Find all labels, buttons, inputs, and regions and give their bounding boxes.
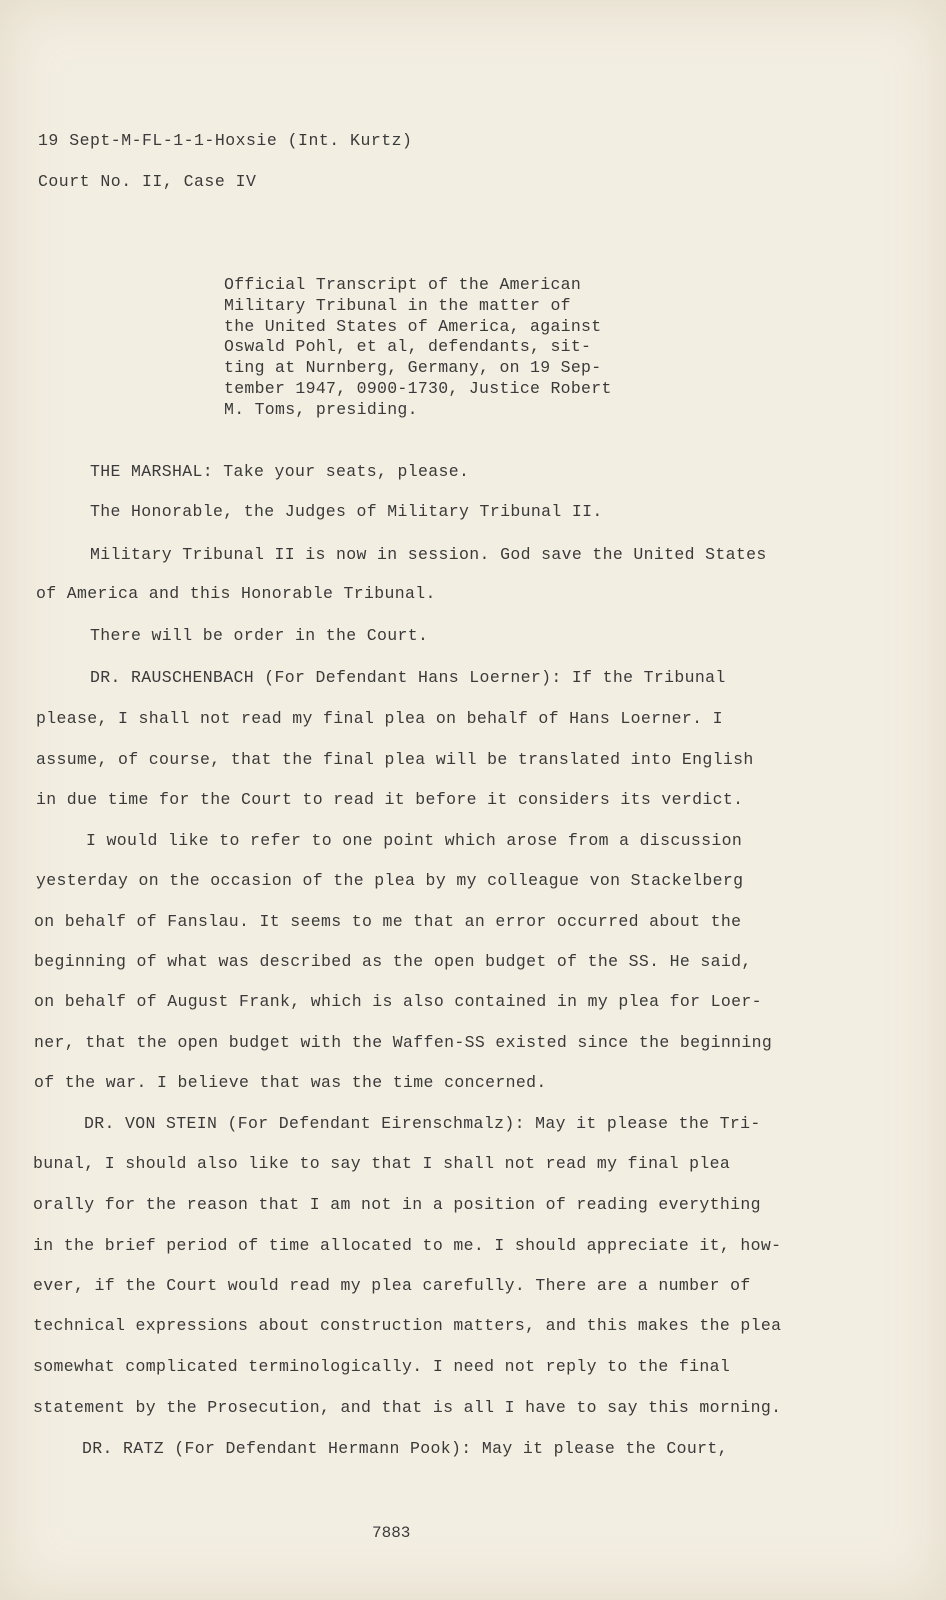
body-line: of the war. I believe that was the time concerned. (34, 1073, 547, 1092)
body-line: DR. VON STEIN (For Defendant Eirenschmalz): May it please the Tri- (84, 1114, 761, 1133)
body-line: The Honorable, the Judges of Military Tribunal II. (90, 502, 603, 521)
body-line: Military Tribunal II is now in session. God save the United States (90, 545, 767, 564)
body-line: somewhat complicated terminologically. I need not reply to the final (33, 1357, 731, 1376)
caption-line: Official Transcript of the American (224, 275, 582, 294)
body-line: DR. RATZ (For Defendant Hermann Pook): May it please the Court, (82, 1439, 728, 1458)
body-line: in due time for the Court to read it before it considers its verdict. (36, 790, 744, 809)
caption-line: the United States of America, against (224, 316, 602, 336)
caption-line: M. Toms, presiding. (224, 399, 418, 419)
body-line: beginning of what was described as the open budget of the SS. He said, (34, 952, 752, 971)
transcript-caption (224, 275, 654, 421)
body-line: I would like to refer to one point which arose from a discussion (86, 831, 743, 850)
header-reference: 19 Sept-M-FL-1-1-Hoxsie (Int. Kurtz) (38, 131, 413, 150)
body-line: ner, that the open budget with the Waffen-SS existed since the beginning (34, 1033, 773, 1052)
body-line: DR. RAUSCHENBACH (For Defendant Hans Loerner): If the Tribunal (90, 668, 726, 687)
caption-line: Oswald Pohl, et al, defendants, sit- (224, 337, 592, 357)
body-line: statement by the Prosecution, and that is all I have to say this morning. (33, 1398, 782, 1417)
body-line: orally for the reason that I am not in a position of reading everything (33, 1195, 761, 1214)
body-line: ever, if the Court would read my plea carefully. There are a number of (33, 1276, 751, 1295)
caption-line: tember 1947, 0900-1730, Justice Robert (224, 378, 612, 398)
body-line: in the brief period of time allocated to me. I should appreciate it, how- (33, 1236, 782, 1255)
body-line: yesterday on the occasion of the plea by my colleague von Stackelberg (36, 871, 744, 890)
body-line: of America and this Honorable Tribunal. (36, 584, 436, 603)
body-line: please, I shall not read my final plea on behalf of Hans Loerner. I (36, 709, 723, 728)
body-line: on behalf of August Frank, which is also contained in my plea for Loer- (34, 992, 762, 1011)
body-line: on behalf of Fanslau. It seems to me that an error occurred about the (34, 912, 742, 931)
page-number: 7883 (372, 1524, 411, 1542)
body-line: technical expressions about construction matters, and this makes the plea (33, 1316, 782, 1335)
header-court-case: Court No. II, Case IV (38, 172, 257, 191)
caption-line: Military Tribunal in the matter of (224, 295, 571, 315)
body-line: assume, of course, that the final plea will be translated into English (36, 750, 754, 769)
caption-line: ting at Nurnberg, Germany, on 19 Sep- (224, 358, 602, 378)
body-line: THE MARSHAL: Take your seats, please. (90, 462, 470, 481)
body-line: bunal, I should also like to say that I shall not read my final plea (33, 1154, 731, 1173)
body-line: There will be order in the Court. (90, 626, 429, 645)
